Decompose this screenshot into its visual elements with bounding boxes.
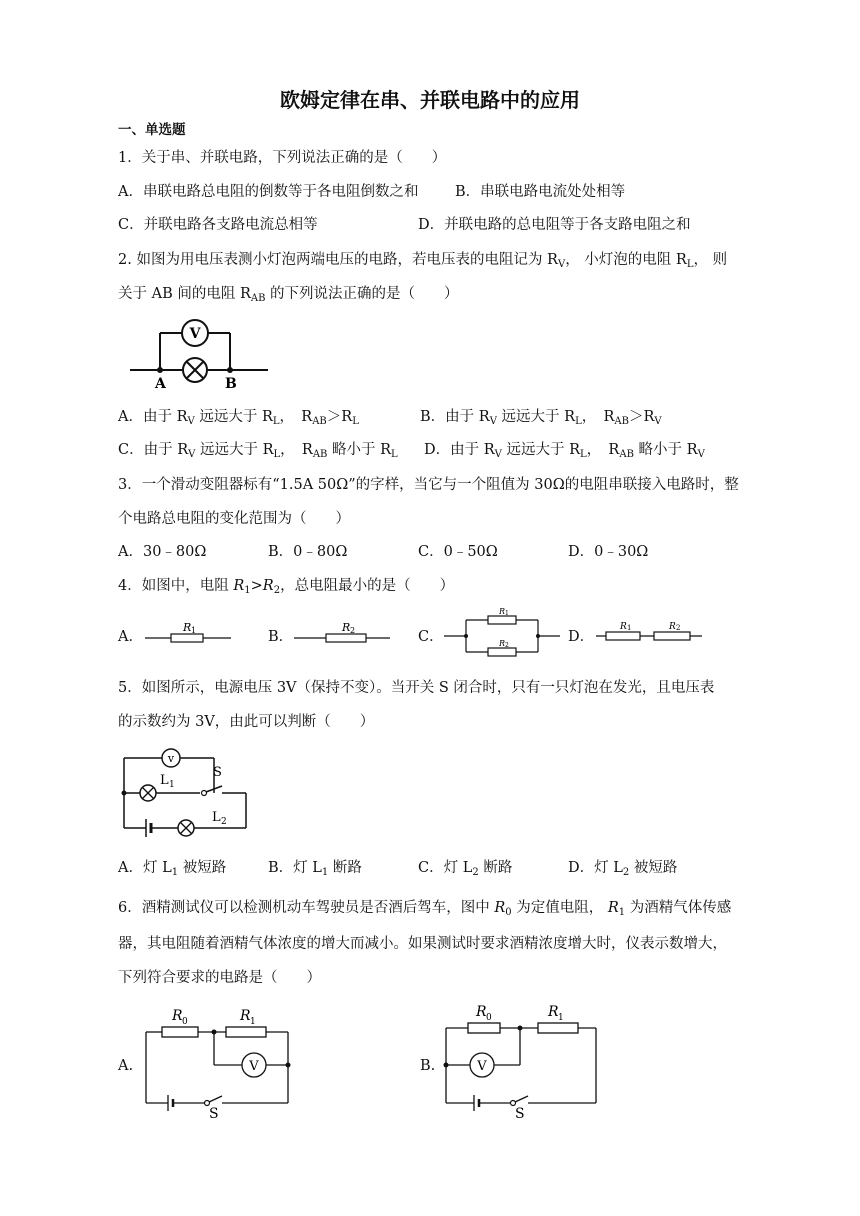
q5-option-b: B．灯 $L_1$ 断路 — [268, 860, 362, 878]
svg-text:V: V — [189, 326, 201, 342]
q4-diagram-a — [143, 622, 233, 646]
q4-stem: 4．如图中，电阻 $R_1>R_2$，总电阻最小的是（ ） — [118, 578, 455, 596]
q3-stem-line1: 3．一个滑动变阻器标有“1.5A 50Ω”的字样，当它与一个阻值为 30Ω的电阻串联接入电路时，整 — [118, 477, 739, 493]
section-heading: 一、单选题 — [118, 122, 186, 138]
resistor-r1 — [226, 1027, 266, 1037]
q6-circuit-a — [142, 1000, 302, 1120]
svg-text:1: 1 — [558, 1013, 564, 1023]
resistor-r0 — [468, 1023, 500, 1033]
svg-text:V: V — [249, 1059, 259, 1074]
svg-text:R: R — [620, 622, 627, 632]
svg-text:R: R — [183, 621, 192, 634]
svg-text:R: R — [499, 607, 506, 616]
q1-stem: 1．关于串、并联电路，下列说法正确的是（ ） — [118, 150, 447, 166]
q6-stem-line1: 6．酒精测试仪可以检测机动车驾驶员是否酒后驾车，图中 $R_0$ 为定值电阻， $R_1$ 为酒精气体传感 — [118, 900, 732, 918]
q5-option-c: C．灯 $L_2$ 断路 — [418, 860, 513, 878]
q4-option-c: C． — [418, 629, 444, 645]
svg-text:1: 1 — [627, 624, 632, 632]
q5-option-a: A．灯 $L_1$ 被短路 — [118, 860, 227, 878]
svg-text:1: 1 — [169, 780, 175, 790]
svg-text:2: 2 — [350, 626, 356, 635]
svg-text:R: R — [240, 1008, 251, 1024]
svg-text:S: S — [213, 765, 222, 780]
q5-option-d: D．灯 $L_2$ 被短路 — [568, 860, 678, 878]
q3-option-b: B．0﹣80Ω — [268, 544, 348, 560]
q4-diagram-d — [594, 622, 704, 646]
q3-option-d: D．0﹣30Ω — [568, 544, 649, 560]
svg-text:R: R — [548, 1004, 559, 1020]
q4-option-a: A． — [118, 629, 143, 645]
svg-text:S: S — [515, 1106, 525, 1122]
q1-option-a: A．串联电路总电阻的倒数等于各电阻倒数之和 — [118, 184, 419, 200]
svg-text:R: R — [172, 1008, 183, 1024]
q2-option-d: D．由于 $R_V$ 远远大于 $R_L$， $R_{AB}$ 略小于 $R_V$ — [424, 442, 705, 460]
q3-option-a: A．30﹣80Ω — [118, 544, 207, 560]
q2-option-a: A．由于 $R_V$ 远远大于 $R_L$， $R_{AB}>R_L$ — [118, 409, 359, 427]
q5-circuit-diagram — [116, 742, 256, 842]
resistor-r0 — [162, 1027, 198, 1037]
svg-text:L: L — [160, 773, 169, 788]
q4-diagram-b — [292, 622, 392, 646]
svg-text:1: 1 — [505, 610, 509, 617]
q6-stem-line2: 器，其电阻随着酒精气体浓度的增大而减小。如果测试时要求酒精浓度增大时，仪表示数增大， — [118, 936, 727, 952]
svg-text:1: 1 — [250, 1017, 256, 1027]
q2-stem-line2: 关于 AB 间的电阻 $R_{AB}$ 的下列说法正确的是（ ） — [118, 286, 459, 304]
q4-diagram-c — [442, 608, 562, 658]
svg-text:A: A — [155, 376, 166, 392]
q3-stem-line2: 个电路总电阻的变化范围为（ ） — [118, 511, 350, 527]
svg-text:R: R — [342, 621, 351, 634]
svg-text:B: B — [225, 376, 237, 392]
svg-text:R: R — [669, 622, 676, 632]
q2-option-b: B．由于 $R_V$ 远远大于 $R_L$， $R_{AB}>R_V$ — [420, 409, 662, 427]
svg-text:V: V — [477, 1059, 487, 1074]
svg-text:S: S — [209, 1106, 219, 1122]
svg-text:R: R — [476, 1004, 487, 1020]
q4-option-b: B． — [268, 629, 294, 645]
q1-option-c: C．并联电路各支路电流总相等 — [118, 217, 318, 233]
q2-option-c: C．由于 $R_V$ 远远大于 $R_L$， $R_{AB}$ 略小于 $R_L$ — [118, 442, 398, 460]
q5-stem-line1: 5．如图所示，电源电压 3V（保持不变）。当开关 S 闭合时，只有一只灯泡在发光，且电压表 — [118, 680, 715, 696]
q5-stem-line2: 的示数约为 3V，由此可以判断（ ） — [118, 714, 375, 730]
svg-text:2: 2 — [505, 642, 509, 649]
svg-text:2: 2 — [676, 624, 681, 632]
q6-option-b: B. — [420, 1058, 436, 1074]
svg-text:0: 0 — [182, 1017, 188, 1027]
q2-circuit-diagram — [128, 318, 278, 392]
svg-text:1: 1 — [191, 626, 197, 635]
q6-option-a: A. — [118, 1058, 134, 1074]
q3-option-c: C．0﹣50Ω — [418, 544, 498, 560]
svg-text:2: 2 — [221, 817, 227, 827]
q2-stem-line1: 2. 如图为用电压表测小灯泡两端电压的电路，若电压表的电阻记为 $R_V$， 小灯泡的电阻 $R_L$， 则 — [118, 252, 728, 270]
q1-option-d: D．并联电路的总电阻等于各支路电阻之和 — [418, 217, 691, 233]
q6-circuit-b — [440, 1000, 610, 1120]
resistor-r1 — [538, 1023, 578, 1033]
q4-option-d: D． — [568, 629, 595, 645]
svg-text:L: L — [212, 810, 221, 825]
svg-text:v: v — [167, 752, 175, 765]
svg-text:0: 0 — [486, 1013, 492, 1023]
q1-option-b: B．串联电路电流处处相等 — [455, 184, 626, 200]
page-title: 欧姆定律在串、并联电路中的应用 — [280, 88, 580, 112]
svg-text:R: R — [499, 639, 506, 648]
q6-stem-line3: 下列符合要求的电路是（ ） — [118, 970, 321, 986]
